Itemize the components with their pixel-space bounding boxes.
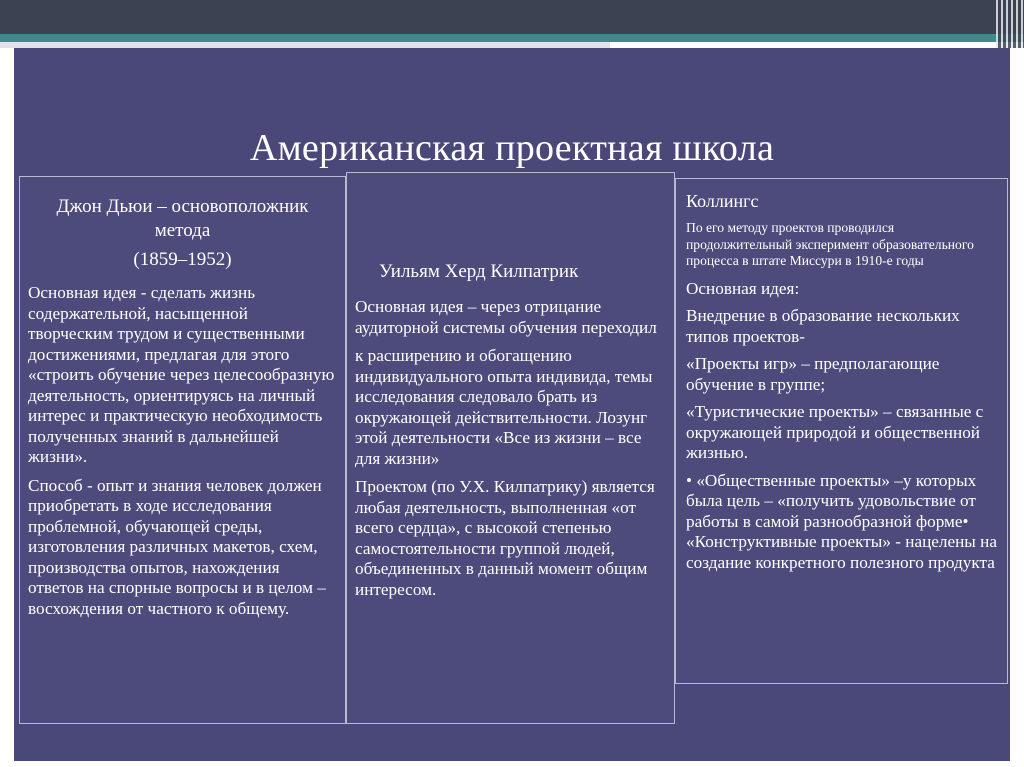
teal-stripe — [0, 34, 1024, 42]
corner-stripes — [996, 0, 1024, 48]
column-heading: Уильям Херд Килпатрик — [379, 261, 579, 282]
column-kilpatrick — [346, 172, 675, 724]
paragraph: «Туристические проекты» – связанные с окружающей природой и общественной жизнью. — [686, 402, 984, 462]
intro-text: По его методу проектов проводился продолжительный эксперимент образовательного процесса в штате Миссури в 1910-е годы — [686, 220, 974, 268]
column-years: (1859–1952) — [133, 249, 232, 270]
paragraph: Способ - опыт и знания человек должен приобретать в ходе исследования проблемной, обучающей среды, изготовления различных макетов, схем, производства опытов, нахождения ответов на спорные вопросы и в целом – восхождения от частного к общему. — [28, 475, 326, 618]
column-heading: Джон Дьюи – основоположник метода — [56, 196, 309, 241]
paragraph: Основная идея – через отрицание аудиторной системы обучения переходил — [355, 297, 657, 337]
column-collings — [675, 178, 1008, 684]
paragraph: Внедрение в образование нескольких типов проектов- — [686, 306, 960, 346]
paragraph: Проектом (по У.Х. Килпатрику) является любая деятельность, выполненная «от всего сердца», с высокой степенью самостоятельности группой людей, объединенных в данный момент общим интересом. — [355, 477, 655, 599]
paragraph: Основная идея - сделать жизнь содержательной, насыщенной творческим трудом и существенными достижениями, предлагая для этого «строить обучение через целесообразную деятельность, ориентируясь на личный интерес и практическую необходимость полученных знаний в дальнейшей жизни». — [28, 283, 335, 466]
column-heading: Коллингс — [686, 191, 759, 211]
slide-title: Американская проектная школа — [249, 127, 775, 169]
paragraph: • «Общественные проекты» –у которых была цель – «получить удовольствие от работы в самой разнообразной форме• «Конструктивные проекты» - нацелены на создание конкретного полезного продукта — [686, 470, 997, 572]
paragraph: «Проекты игр» – предполагающие обучение в группе; — [686, 354, 940, 394]
paragraph: Основная идея: — [686, 278, 800, 298]
column-dewey — [19, 176, 346, 724]
top-decoration-bar — [0, 0, 1024, 34]
paragraph: к расширению и обогащению индивидуального опыта индивида, темы исследования следовало брать из окружающей действительности. Лозунг этой деятельности «Все из жизни – все для жизни» — [355, 346, 653, 468]
